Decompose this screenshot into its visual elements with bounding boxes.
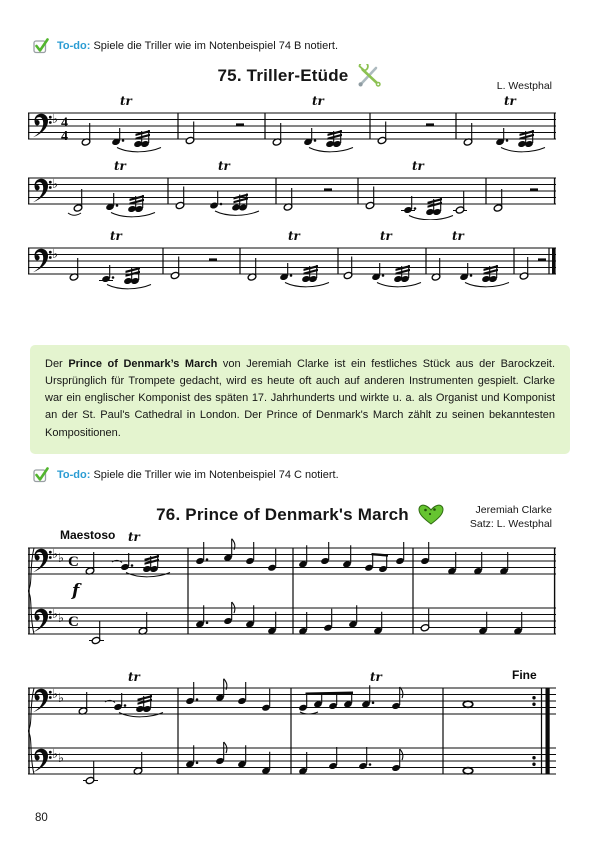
infobox-lead: Der — [45, 358, 69, 370]
todo-text: Spiele die Triller wie im Notenbeispiel 74 B notiert. — [93, 40, 339, 52]
key-flat: ♭ — [52, 546, 58, 561]
checkbox-check-icon — [33, 467, 50, 483]
key-flat: ♭ — [58, 550, 64, 565]
trill-mark: tr — [288, 229, 300, 243]
piece76-arranger: Satz: L. Westphal — [469, 518, 552, 530]
todo-text: Spiele die Triller wie im Notenbeispiel 74 C notiert. — [93, 469, 339, 481]
trill-mark: tr — [110, 229, 122, 243]
key-flat: ♭ — [52, 686, 58, 701]
staff-75-line-2 — [28, 158, 556, 220]
checkbox-check-icon — [33, 38, 50, 54]
trill-mark: tr — [370, 670, 382, 684]
key-flat: ♭ — [58, 610, 64, 625]
staff-75-line-3 — [28, 228, 556, 290]
key-flat: ♭ — [52, 606, 58, 621]
key-flat: ♭ — [52, 246, 58, 261]
infobox-bold: Prince of Denmark’s March — [68, 358, 218, 370]
key-flat: ♭ — [58, 690, 64, 705]
trill-mark: tr — [312, 94, 324, 108]
tools-icon — [357, 64, 382, 88]
trill-mark: tr — [114, 159, 126, 173]
piece76-title: 76. Prince of Denmark's March — [156, 505, 409, 524]
trill-mark: tr — [218, 159, 230, 173]
trill-mark: tr — [504, 94, 516, 108]
key-flat: ♭ — [52, 111, 58, 126]
trill-mark: tr — [128, 530, 140, 544]
staff-75-line-1 — [28, 93, 556, 155]
todo-item-2 — [33, 467, 339, 483]
piece75-composer: L. Westphal — [496, 80, 552, 92]
fine-mark: Fine — [512, 668, 537, 682]
trill-mark: tr — [120, 94, 132, 108]
info-box — [30, 345, 570, 454]
piece76-credits — [470, 503, 552, 531]
trill-mark: tr — [128, 670, 140, 684]
todo-label: To-do: — [57, 469, 91, 481]
staff-76-system-1 — [28, 528, 556, 654]
staff-76-system-2 — [28, 668, 556, 794]
key-flat: ♭ — [52, 746, 58, 761]
todo-item-1 — [33, 38, 338, 54]
trill-mark: tr — [412, 159, 424, 173]
time-symbol: C — [68, 614, 79, 630]
time-upper: 4 — [61, 115, 68, 131]
time-symbol: C — [68, 554, 79, 570]
trill-mark: tr — [380, 229, 392, 243]
piece76-composer: Jeremiah Clarke — [475, 504, 552, 516]
dynamic-mark: f — [72, 581, 80, 601]
infobox-rest: von Jeremiah Clarke ist ein festliches Stück aus der Barockzeit. Ursprünglich für Trompete gedacht, wird es heute oft auch auf anderen Instrumenten gespielt. Clarke war ein englischer Komponist des späten 17. Jahrhunderts und wirkte u. a. als Organist und Komponist an der St. Paul's Cathedral in London. Der Prince of Denmark's March zählt zu seinen bekanntesten Kompositionen. — [45, 358, 556, 439]
todo-label: To-do: — [57, 40, 91, 52]
time-lower: 4 — [61, 129, 68, 144]
trill-mark: tr — [452, 229, 464, 243]
page-number: 80 — [35, 812, 48, 824]
heart-icon — [418, 504, 444, 526]
tempo-mark: Maestoso — [60, 528, 116, 542]
piece75-title: 75. Triller-Etüde — [217, 66, 349, 85]
key-flat: ♭ — [52, 176, 58, 191]
key-flat: ♭ — [58, 750, 64, 765]
